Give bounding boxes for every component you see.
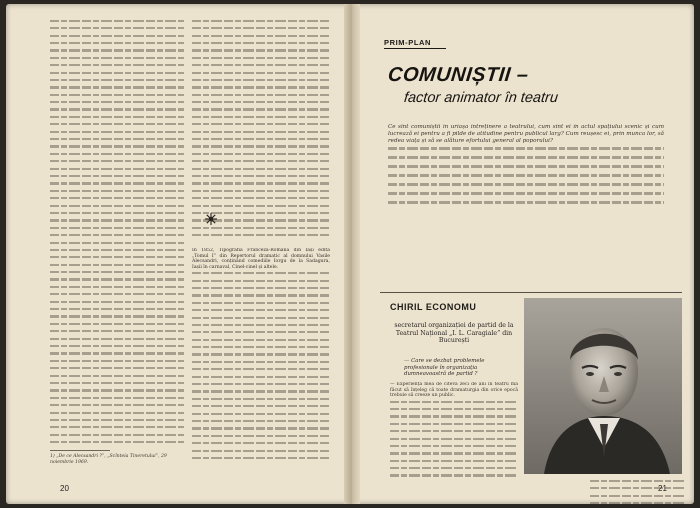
left-page-number: 20: [60, 484, 69, 493]
section-label: PRIM-PLAN: [384, 38, 432, 47]
section-label-rule: [384, 48, 446, 49]
article-title: COMUNIȘTII –: [386, 64, 530, 86]
profile-role: secretarul organizației de partid de la Teatrul Național „I. L. Caragiale” din București: [394, 322, 514, 345]
profile-name: CHIRIL ECONOMU: [390, 302, 477, 312]
left-page-column-1: [50, 18, 184, 448]
article-intro: [388, 124, 664, 216]
left-page-column-2-bottom: [192, 248, 330, 464]
portrait-image: [524, 298, 682, 474]
footnote: 1) „De ce Alecsandri ?”, „Scînteia Tineretului”, 29 noiembrie 1969.: [50, 454, 167, 465]
profile-divider: [380, 292, 682, 293]
right-page-number: 21: [658, 484, 667, 493]
interview-question: — Care se dezbat problemele profesionale în organizația dumneavoastră de partid ?: [404, 358, 485, 378]
right-column-continuation: [590, 478, 686, 504]
portrait-photo: [524, 298, 682, 474]
magazine-spread: [6, 4, 694, 504]
book-gutter: [344, 4, 360, 504]
section-intro-text: În 1852, Tipografia Franceză-Română din Iași edita „Tomul I” din Repertorul dramatic al domnului Vasile Alecsandri, conținând comediile Iorgu de la Sadagura, Iașii în carnaval, Cinel-cinel și altele.: [192, 248, 330, 270]
left-page-column-2-top: [192, 18, 330, 240]
interview-answer: [390, 382, 518, 482]
article-subtitle: factor animator în teatru: [403, 90, 559, 106]
footnote-rule: [50, 450, 110, 451]
ornament-star-icon: [205, 213, 217, 225]
answer-text: — Experiența mea de citeva zeci de ani în teatru mă făcut să înțeleg că toate dramaturgia din orice epocă trebuie să creeze un public.: [390, 382, 518, 399]
intro-text: Ce sînt comuniștii în uriașa întreținere a teatrului, cum sînt ei în actul spațiului scenic și cum lucrează ei pentru a fi pilde de atitudine pentru publicul larg? Cum reușesc ei, prin munca lor, să redea viața și să se alăture efortului general al poporului?: [388, 124, 664, 145]
